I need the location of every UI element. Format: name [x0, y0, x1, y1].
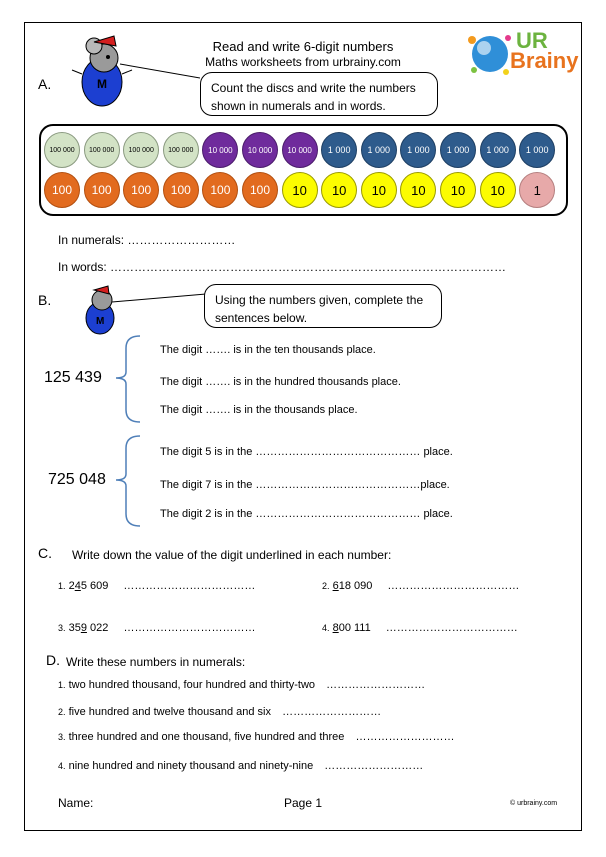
place-value-disc: 100 — [44, 172, 80, 208]
number-125439: 125 439 — [44, 369, 102, 386]
section-a-callout — [200, 72, 438, 116]
place-value-disc: 1 000 — [321, 132, 357, 168]
c-item-1-underlined-digit: 4 — [74, 580, 81, 592]
d-item-1-text: two hundred thousand, four hundred and thirty-two — [68, 679, 316, 691]
c-item-1-post: 5 609 — [80, 580, 109, 592]
d-item-2-text: five hundred and twelve thousand and six — [68, 706, 271, 718]
d-item-4-num: 4. — [58, 761, 66, 771]
page-title: Read and write 6-digit numbers — [212, 39, 394, 54]
place-value-disc: 100 000 — [163, 132, 199, 168]
callout-a-line1: Count the discs and write the numbers — [211, 81, 416, 95]
brace-icon — [112, 434, 152, 528]
mascot-shirt-letter: M — [97, 77, 107, 91]
d-item-3 — [58, 731, 454, 743]
logo-text-ur: UR — [516, 28, 548, 53]
place-value-disc: 10 000 — [202, 132, 238, 168]
place-value-disc: 100 — [202, 172, 238, 208]
place-value-disc: 100 000 — [84, 132, 120, 168]
c-item-1-pre: 2 — [68, 580, 75, 592]
c-item-4 — [322, 622, 518, 634]
c-item-3-post: 022 — [86, 622, 109, 634]
b-sentence-3: The digit ……. is in the thousands place. — [160, 404, 358, 416]
c-item-3-num: 3. — [58, 623, 66, 633]
callout-b-line1: Using the numbers given, complete the — [215, 293, 424, 307]
c-item-1 — [58, 580, 255, 592]
c-item-3-answer: ……………………………… — [123, 622, 256, 634]
d-item-4 — [58, 760, 423, 772]
d-item-2-num: 2. — [58, 707, 66, 717]
place-value-disc: 1 000 — [440, 132, 476, 168]
d-item-2-answer: ……………………… — [282, 706, 382, 718]
b-sentence-5: The digit 7 is in the ………………………………………place. — [160, 479, 450, 491]
c-item-2-answer: ……………………………… — [387, 580, 520, 592]
d-item-2 — [58, 706, 381, 718]
urbrainy-logo — [464, 26, 582, 78]
mouse-mascot-small-icon — [76, 282, 206, 338]
c-item-2 — [322, 580, 519, 592]
section-a-label: A. — [38, 76, 52, 92]
brace-icon — [112, 334, 152, 424]
place-value-disc: 1 000 — [361, 132, 397, 168]
place-value-disc: 10 000 — [242, 132, 278, 168]
footer-page-number: Page 1 — [283, 796, 323, 810]
place-value-disc: 10 — [321, 172, 357, 208]
number-725048: 725 048 — [48, 471, 106, 488]
c-item-4-post: 00 111 — [338, 622, 371, 634]
place-value-disc: 100 — [163, 172, 199, 208]
c-item-1-answer: ……………………………… — [123, 580, 256, 592]
place-value-disc: 1 000 — [480, 132, 516, 168]
section-c-label: C. — [38, 545, 52, 561]
place-value-disc: 100 000 — [44, 132, 80, 168]
b-sentence-1: The digit ……. is in the ten thousands place. — [160, 344, 376, 356]
mouse-mascot-icon — [70, 30, 200, 112]
c-item-2-num: 2. — [322, 581, 330, 591]
page-subtitle: Maths worksheets from urbrainy.com — [205, 55, 401, 69]
place-value-disc: 1 000 — [400, 132, 436, 168]
place-value-disc: 1 — [519, 172, 555, 208]
mascot-small-shirt-letter: M — [96, 316, 105, 327]
section-c-instruction: Write down the value of the digit underlined in each number: — [72, 548, 392, 562]
place-value-disc: 100 — [123, 172, 159, 208]
c-item-2-underlined-digit: 6 — [332, 580, 339, 592]
c-item-4-num: 4. — [322, 623, 330, 633]
d-item-4-answer: ……………………… — [324, 760, 424, 772]
c-item-4-underlined-digit: 8 — [332, 622, 339, 634]
place-value-disc: 10 — [480, 172, 516, 208]
d-item-1-answer: ……………………… — [326, 679, 426, 691]
b-sentence-4: The digit 5 is in the ……………………………………… place. — [160, 446, 453, 458]
logo-text-brainy: Brainy — [510, 48, 579, 73]
section-d-instruction: Write these numbers in numerals: — [66, 655, 246, 669]
place-value-disc: 10 — [282, 172, 318, 208]
d-item-1 — [58, 679, 425, 691]
place-value-disc: 10 — [400, 172, 436, 208]
c-item-3-pre: 35 — [68, 622, 81, 634]
section-d-label: D. — [46, 652, 60, 668]
place-value-disc: 10 000 — [282, 132, 318, 168]
place-value-disc: 10 — [361, 172, 397, 208]
callout-a-line2: shown in numerals and in words. — [211, 99, 386, 113]
c-item-1-num: 1. — [58, 581, 66, 591]
place-value-disc: 1 000 — [519, 132, 555, 168]
place-value-disc: 10 — [440, 172, 476, 208]
place-value-disc: 100 — [242, 172, 278, 208]
d-item-3-num: 3. — [58, 732, 66, 742]
c-item-2-post: 18 090 — [338, 580, 373, 592]
footer-name: Name: — [58, 796, 94, 810]
d-item-4-text: nine hundred and ninety thousand and ninety-nine — [68, 760, 314, 772]
callout-b-line2: sentences below. — [215, 311, 308, 325]
b-sentence-6: The digit 2 is in the ……………………………………… place. — [160, 508, 453, 520]
place-value-disc: 100 — [84, 172, 120, 208]
place-value-disc: 100 000 — [123, 132, 159, 168]
d-item-1-num: 1. — [58, 680, 66, 690]
section-b-label: B. — [38, 292, 52, 308]
c-item-4-answer: ……………………………… — [385, 622, 518, 634]
numerals-answer-line: In numerals: ……………………… — [58, 233, 236, 247]
c-item-3 — [58, 622, 255, 634]
d-item-3-answer: ……………………… — [355, 731, 455, 743]
section-b-callout — [204, 284, 442, 328]
footer-copyright: © urbrainy.com — [510, 800, 558, 807]
words-answer-line: In words: ……………………………………………………………………………………… — [58, 260, 507, 274]
c-item-3-underlined-digit: 9 — [80, 622, 87, 634]
b-sentence-2: The digit ……. is in the hundred thousands place. — [160, 376, 401, 388]
d-item-3-text: three hundred and one thousand, five hundred and three — [68, 731, 345, 743]
